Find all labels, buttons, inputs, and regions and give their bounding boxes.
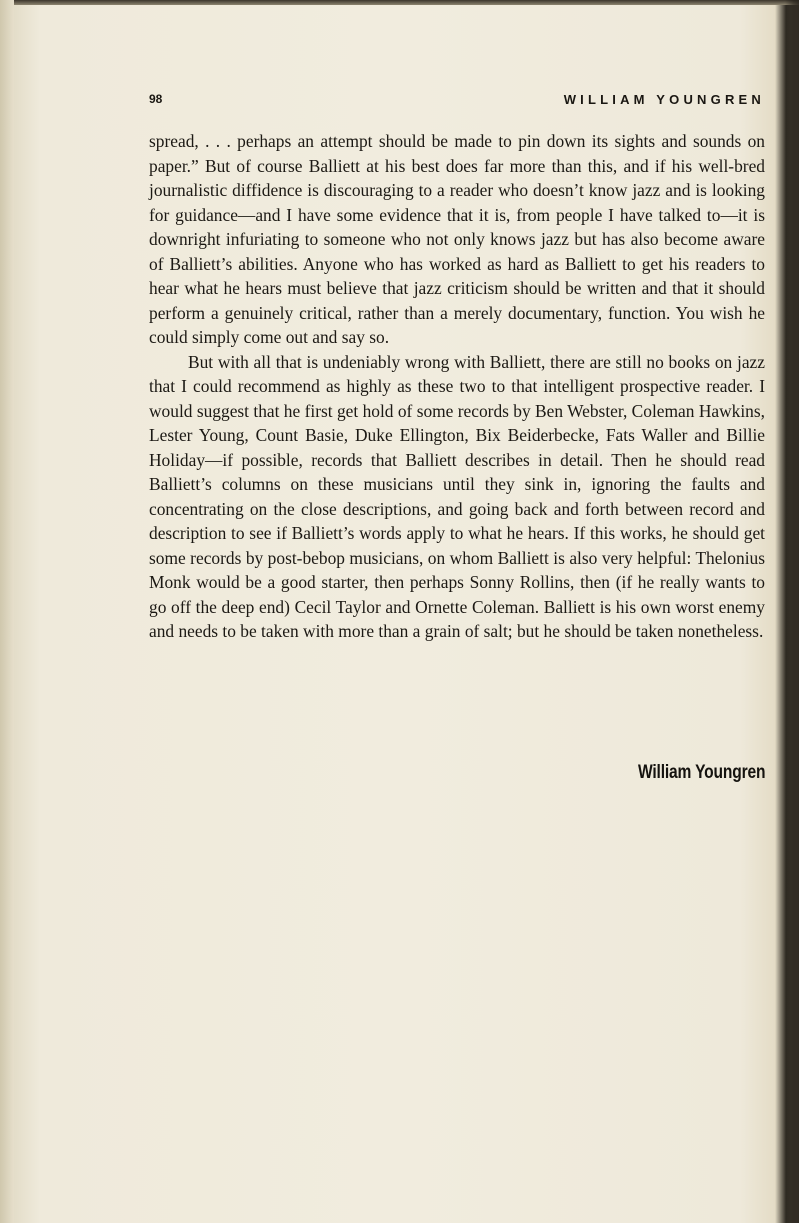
running-head: [149, 92, 765, 112]
page-fore-edge-shadow: [785, 0, 799, 1223]
author-signature: William Youngren: [637, 762, 765, 783]
article-body: [149, 129, 765, 644]
page-top-edge: [0, 0, 799, 5]
paragraph-1: spread, . . . perhaps an attempt should be made to pin down its sights and sounds on paper.” But of course Balliett at his best does far more than this, and if his well-bred journalistic diffidence is discouraging to a reader who doesn’t know jazz and is looking for guidance—and I have some evidence that it is, from people I have talked to—it is downright infuriating to someone who not only knows jazz but has also become aware of Balliett’s abilities. Anyone who has worked as hard as Balliett to get his readers to hear what he hears must believe that jazz criticism should be written and that it should perform a genuinely critical, rather than a merely documentary, function. You wish he could simply come out and say so.: [149, 131, 765, 347]
page-number: 98: [149, 92, 163, 106]
paragraph-2: But with all that is undeniably wrong with Balliett, there are still no books on jazz that I could recommend as highly as these two to that intelligent prospective reader. I would suggest that he first get hold of some records by Ben Webster, Coleman Hawkins, Lester Young, Count Basie, Duke Ellington, Bix Beiderbecke, Fats Waller and Billie Holiday—if possible, records that Balliett describes in detail. Then he should read Balliett’s columns on these musicians until they sink in, ignoring the faults and concentrating on the close descriptions, and going back and forth between record and description to see if Balliett’s words apply to what he hears. If this works, he should get some records by post-bebop musicians, on whom Balliett is also very helpful: Thelonius Monk would be a good starter, then perhaps Sonny Rollins, then (if he really wants to go off the deep end) Cecil Taylor and Ornette Coleman. Balliett is his own worst enemy and needs to be taken with more than a grain of salt; but he should be taken nonetheless.: [149, 351, 765, 641]
page-gutter-edge: [0, 0, 14, 1223]
running-title: WILLIAM YOUNGREN: [563, 92, 765, 107]
